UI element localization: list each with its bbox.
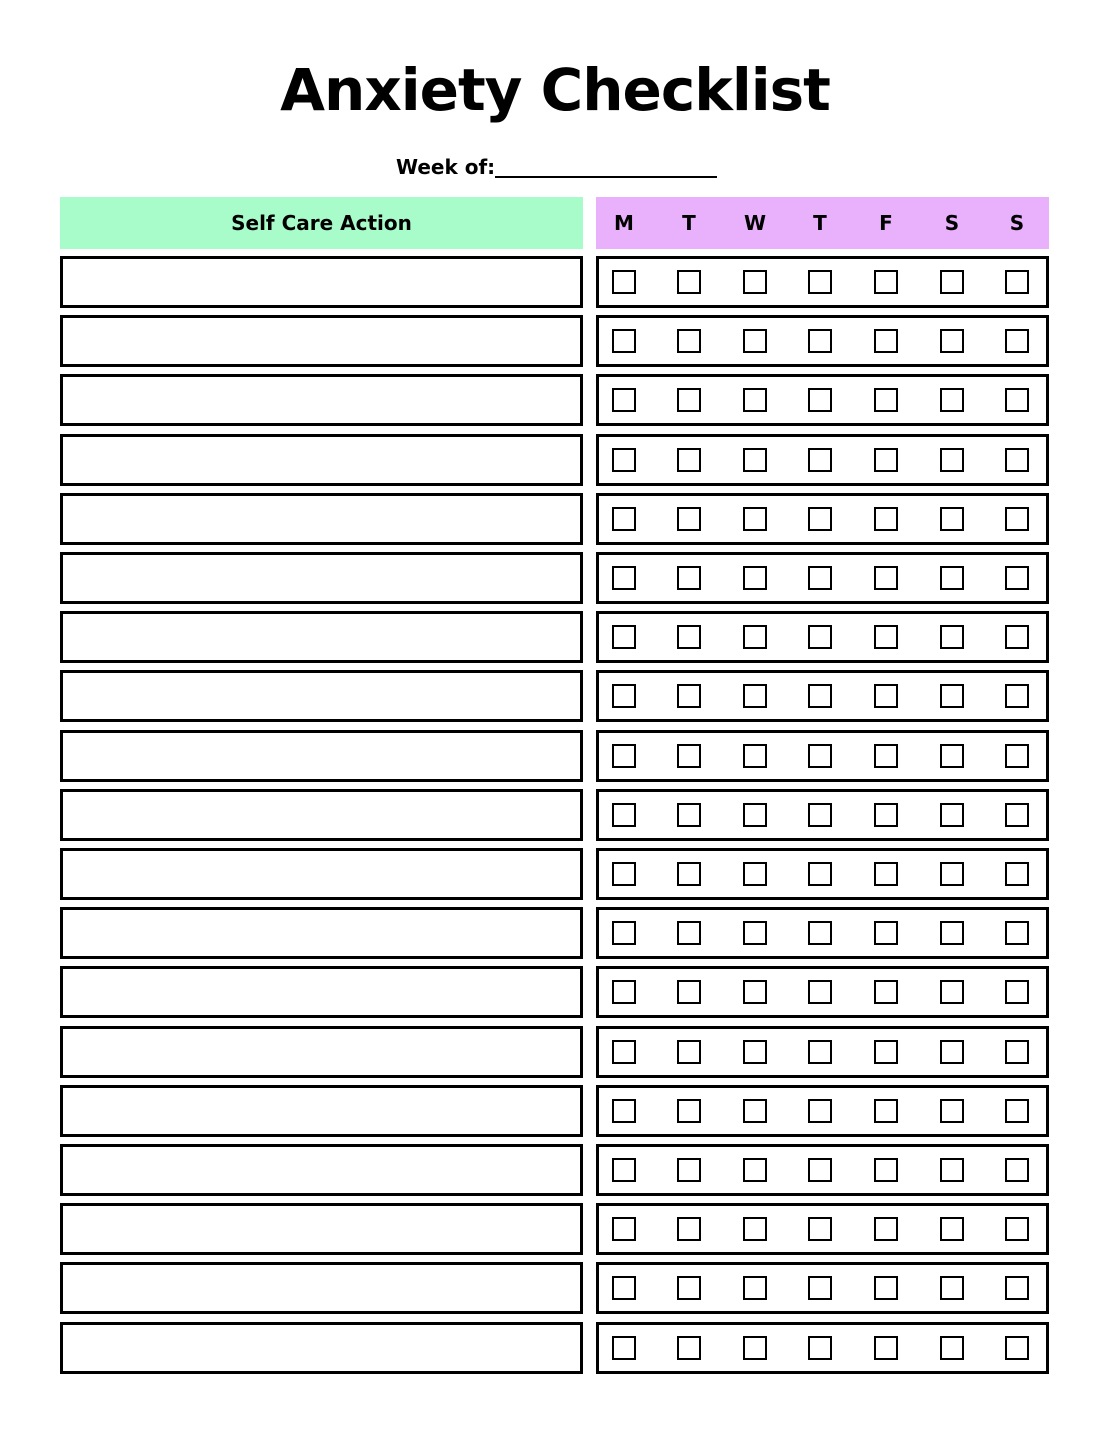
day-checkbox[interactable] — [612, 566, 636, 590]
day-checkbox[interactable] — [612, 1040, 636, 1064]
day-checkbox[interactable] — [874, 1217, 898, 1241]
day-checkbox[interactable] — [1005, 862, 1029, 886]
day-checkbox[interactable] — [1005, 1336, 1029, 1360]
self-care-action-field[interactable] — [60, 730, 583, 782]
day-checkbox[interactable] — [677, 1217, 701, 1241]
day-checkbox[interactable] — [677, 566, 701, 590]
day-checkbox[interactable] — [940, 1276, 964, 1300]
week-of — [396, 153, 717, 181]
day-label-5: S — [944, 211, 960, 235]
day-checkbox[interactable] — [874, 1336, 898, 1360]
day-checkbox[interactable] — [677, 388, 701, 412]
day-checkbox[interactable] — [743, 803, 767, 827]
day-checkbox[interactable] — [874, 1040, 898, 1064]
day-checkbox[interactable] — [743, 980, 767, 1004]
self-care-action-field[interactable] — [60, 434, 583, 486]
day-checkbox[interactable] — [612, 980, 636, 1004]
day-checkbox[interactable] — [677, 803, 701, 827]
self-care-action-field[interactable] — [60, 1144, 583, 1196]
day-checkbox[interactable] — [874, 921, 898, 945]
day-checkbox[interactable] — [743, 1276, 767, 1300]
day-checkbox[interactable] — [612, 744, 636, 768]
day-checkbox[interactable] — [743, 744, 767, 768]
day-checkbox[interactable] — [940, 921, 964, 945]
day-checkbox[interactable] — [940, 448, 964, 472]
day-checkbox[interactable] — [874, 388, 898, 412]
day-checkbox[interactable] — [612, 1336, 636, 1360]
day-checkbox[interactable] — [808, 448, 832, 472]
day-checkbox[interactable] — [1005, 744, 1029, 768]
day-checkbox[interactable] — [808, 862, 832, 886]
weekday-header — [596, 197, 1049, 249]
day-checkbox[interactable] — [874, 507, 898, 531]
day-checkbox-row — [596, 966, 1049, 1018]
page-title: Anxiety Checklist — [280, 56, 830, 124]
day-checkbox[interactable] — [1005, 448, 1029, 472]
day-checkbox[interactable] — [1005, 1158, 1029, 1182]
day-checkbox[interactable] — [808, 329, 832, 353]
day-checkbox[interactable] — [743, 1099, 767, 1123]
day-label-4: F — [879, 211, 893, 235]
self-care-action-field[interactable] — [60, 670, 583, 722]
self-care-action-header: Self Care Action — [60, 197, 583, 249]
day-checkbox[interactable] — [1005, 566, 1029, 590]
day-checkbox[interactable] — [808, 625, 832, 649]
day-checkbox[interactable] — [808, 566, 832, 590]
day-checkbox[interactable] — [1005, 329, 1029, 353]
day-checkbox[interactable] — [940, 1040, 964, 1064]
day-checkbox[interactable] — [743, 684, 767, 708]
day-checkbox[interactable] — [612, 270, 636, 294]
day-checkbox[interactable] — [612, 625, 636, 649]
day-checkbox-row — [596, 611, 1049, 663]
day-checkbox[interactable] — [612, 507, 636, 531]
day-label-2: W — [743, 211, 767, 235]
self-care-action-field[interactable] — [60, 1322, 583, 1374]
day-checkbox[interactable] — [612, 329, 636, 353]
day-checkbox[interactable] — [1005, 921, 1029, 945]
day-checkbox[interactable] — [808, 1099, 832, 1123]
day-checkbox[interactable] — [677, 1158, 701, 1182]
day-checkbox[interactable] — [808, 388, 832, 412]
day-checkbox[interactable] — [1005, 1040, 1029, 1064]
day-checkbox[interactable] — [677, 744, 701, 768]
day-checkbox[interactable] — [1005, 803, 1029, 827]
self-care-action-field[interactable] — [60, 1203, 583, 1255]
day-checkbox[interactable] — [612, 921, 636, 945]
self-care-action-field[interactable] — [60, 493, 583, 545]
day-checkbox[interactable] — [808, 1040, 832, 1064]
day-checkbox[interactable] — [1005, 625, 1029, 649]
day-checkbox-row — [596, 1144, 1049, 1196]
day-checkbox[interactable] — [808, 921, 832, 945]
day-checkbox[interactable] — [612, 803, 636, 827]
day-checkbox[interactable] — [940, 1099, 964, 1123]
day-checkbox-row — [596, 256, 1049, 308]
day-checkbox[interactable] — [743, 1217, 767, 1241]
day-checkbox[interactable] — [808, 684, 832, 708]
day-checkbox[interactable] — [940, 507, 964, 531]
day-checkbox[interactable] — [612, 1099, 636, 1123]
self-care-action-field[interactable] — [60, 1262, 583, 1314]
day-checkbox-row — [596, 493, 1049, 545]
day-checkbox-row — [596, 434, 1049, 486]
self-care-action-field[interactable] — [60, 966, 583, 1018]
day-label-1: T — [682, 211, 696, 235]
self-care-action-field[interactable] — [60, 256, 583, 308]
day-checkbox[interactable] — [612, 388, 636, 412]
day-checkbox[interactable] — [874, 980, 898, 1004]
day-checkbox[interactable] — [940, 684, 964, 708]
day-checkbox[interactable] — [677, 980, 701, 1004]
day-checkbox[interactable] — [940, 744, 964, 768]
day-checkbox[interactable] — [677, 921, 701, 945]
day-checkbox[interactable] — [808, 1217, 832, 1241]
day-checkbox[interactable] — [612, 448, 636, 472]
self-care-action-field[interactable] — [60, 789, 583, 841]
day-checkbox[interactable] — [940, 388, 964, 412]
day-label-6: S — [1009, 211, 1025, 235]
self-care-action-field[interactable] — [60, 611, 583, 663]
self-care-action-field[interactable] — [60, 1026, 583, 1078]
self-care-action-field[interactable] — [60, 1085, 583, 1137]
day-checkbox[interactable] — [940, 1217, 964, 1241]
day-checkbox[interactable] — [677, 1336, 701, 1360]
day-checkbox[interactable] — [940, 625, 964, 649]
day-checkbox[interactable] — [743, 270, 767, 294]
day-checkbox[interactable] — [874, 448, 898, 472]
day-checkbox-row — [596, 789, 1049, 841]
day-checkbox[interactable] — [1005, 270, 1029, 294]
day-checkbox[interactable] — [612, 1217, 636, 1241]
day-checkbox[interactable] — [677, 270, 701, 294]
day-checkbox[interactable] — [1005, 684, 1029, 708]
self-care-action-field[interactable] — [60, 907, 583, 959]
day-checkbox-row — [596, 730, 1049, 782]
day-checkbox[interactable] — [677, 507, 701, 531]
day-checkbox[interactable] — [940, 1336, 964, 1360]
day-checkbox[interactable] — [743, 1040, 767, 1064]
day-checkbox[interactable] — [612, 1276, 636, 1300]
day-checkbox[interactable] — [940, 329, 964, 353]
day-checkbox[interactable] — [743, 448, 767, 472]
day-checkbox[interactable] — [612, 862, 636, 886]
day-checkbox-row — [596, 1026, 1049, 1078]
self-care-action-field[interactable] — [60, 374, 583, 426]
day-checkbox[interactable] — [874, 270, 898, 294]
day-checkbox[interactable] — [743, 507, 767, 531]
day-checkbox[interactable] — [874, 1158, 898, 1182]
day-checkbox[interactable] — [874, 329, 898, 353]
day-checkbox[interactable] — [677, 1099, 701, 1123]
day-checkbox-row — [596, 315, 1049, 367]
day-checkbox-row — [596, 670, 1049, 722]
day-checkbox-row — [596, 552, 1049, 604]
day-checkbox[interactable] — [940, 566, 964, 590]
day-checkbox[interactable] — [874, 862, 898, 886]
day-checkbox[interactable] — [808, 1336, 832, 1360]
day-checkbox[interactable] — [940, 270, 964, 294]
day-checkbox[interactable] — [874, 1276, 898, 1300]
day-checkbox[interactable] — [612, 1158, 636, 1182]
day-checkbox[interactable] — [874, 566, 898, 590]
day-checkbox[interactable] — [677, 625, 701, 649]
day-checkbox[interactable] — [808, 507, 832, 531]
day-checkbox[interactable] — [677, 1276, 701, 1300]
day-checkbox[interactable] — [743, 921, 767, 945]
day-checkbox-row — [596, 848, 1049, 900]
day-checkbox[interactable] — [743, 625, 767, 649]
day-checkbox[interactable] — [1005, 388, 1029, 412]
day-checkbox[interactable] — [808, 270, 832, 294]
day-checkbox[interactable] — [1005, 980, 1029, 1004]
day-label-3: T — [813, 211, 827, 235]
day-checkbox[interactable] — [808, 1158, 832, 1182]
week-of-field[interactable] — [495, 176, 717, 178]
day-checkbox[interactable] — [677, 448, 701, 472]
day-checkbox[interactable] — [940, 862, 964, 886]
day-checkbox[interactable] — [940, 980, 964, 1004]
day-checkbox[interactable] — [743, 862, 767, 886]
day-checkbox-row — [596, 1322, 1049, 1374]
day-checkbox[interactable] — [808, 1276, 832, 1300]
day-checkbox[interactable] — [677, 862, 701, 886]
day-checkbox-row — [596, 374, 1049, 426]
day-checkbox-row — [596, 1203, 1049, 1255]
day-checkbox[interactable] — [874, 1099, 898, 1123]
day-checkbox[interactable] — [1005, 1276, 1029, 1300]
day-checkbox[interactable] — [874, 803, 898, 827]
day-checkbox[interactable] — [612, 684, 636, 708]
day-checkbox[interactable] — [1005, 1099, 1029, 1123]
day-checkbox[interactable] — [874, 684, 898, 708]
day-checkbox[interactable] — [743, 388, 767, 412]
day-checkbox[interactable] — [743, 1158, 767, 1182]
self-care-action-field[interactable] — [60, 552, 583, 604]
day-checkbox[interactable] — [677, 1040, 701, 1064]
day-checkbox[interactable] — [940, 1158, 964, 1182]
day-checkbox[interactable] — [743, 566, 767, 590]
day-checkbox[interactable] — [743, 1336, 767, 1360]
day-checkbox[interactable] — [808, 744, 832, 768]
day-checkbox-row — [596, 1262, 1049, 1314]
day-checkbox[interactable] — [874, 744, 898, 768]
day-checkbox[interactable] — [677, 684, 701, 708]
day-checkbox-row — [596, 1085, 1049, 1137]
day-checkbox[interactable] — [1005, 1217, 1029, 1241]
day-checkbox[interactable] — [940, 803, 964, 827]
day-checkbox[interactable] — [808, 803, 832, 827]
day-checkbox[interactable] — [677, 329, 701, 353]
self-care-action-field[interactable] — [60, 848, 583, 900]
self-care-action-field[interactable] — [60, 315, 583, 367]
day-checkbox[interactable] — [1005, 507, 1029, 531]
day-checkbox[interactable] — [874, 625, 898, 649]
day-label-0: M — [614, 211, 634, 235]
day-checkbox[interactable] — [808, 980, 832, 1004]
day-checkbox[interactable] — [743, 329, 767, 353]
week-of-label: Week of: — [396, 155, 496, 179]
day-checkbox-row — [596, 907, 1049, 959]
